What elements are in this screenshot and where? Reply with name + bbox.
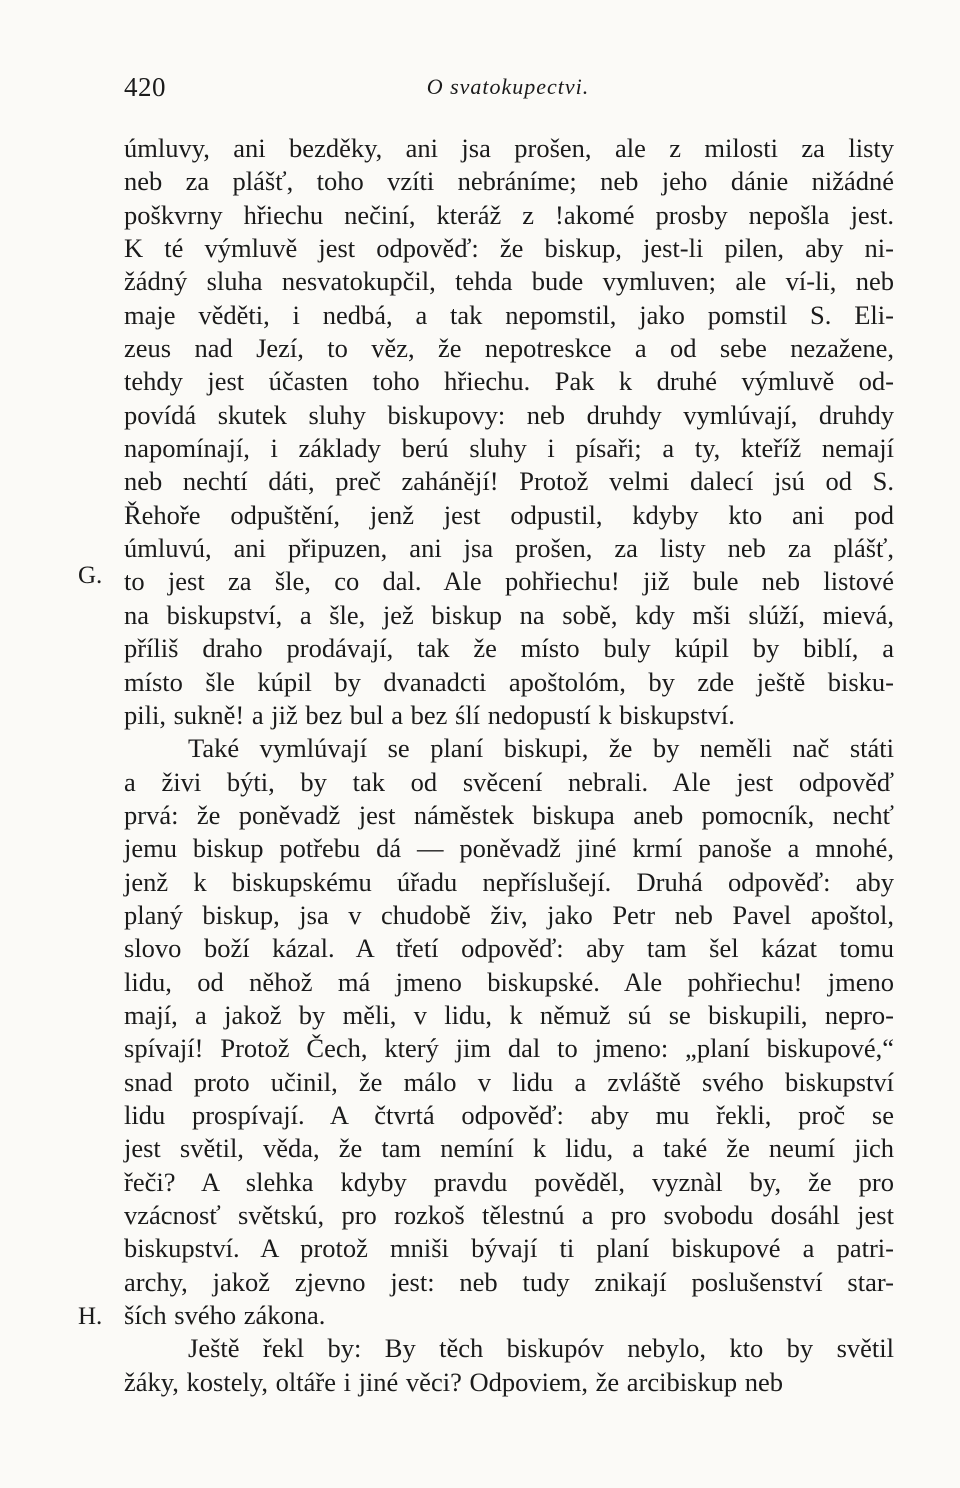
margin-note: G. (78, 562, 103, 589)
page-header (124, 72, 892, 108)
text-line: řeči? A slehka kdyby pravdu pověděl, vyznàl by, že pro (124, 1166, 894, 1197)
text-line: pili, sukně! a již bez bul a bez ślí nedopustí k biskupství. (124, 699, 735, 730)
body-text (124, 132, 894, 1399)
text-line: neb za plášť, toho vzíti nebráníme; neb jeho dánie nižádné (124, 166, 894, 197)
text-line: jenž k biskupskému úřadu nepříslušejí. Druhá odpověď: aby (124, 866, 894, 897)
text-line: neb nechtí dáti, preč zahánějí! Protož velmi dalecí jsú od S. (124, 466, 894, 497)
text-line: spívají! Protož Čech, který jim dal to jmeno: „planí biskupové,“ (124, 1033, 894, 1064)
text-line: žádný sluha nesvatokupčil, tehda bude vymluven; ale ví-li, neb (124, 266, 894, 297)
text-line: vzácnosť světskú, pro rozkoš tělestnú a pro svobodu dosáhl jest (124, 1200, 894, 1230)
text-line: napomínají, i základy berú sluhy i písaři; a ty, kteříž nemají (124, 433, 894, 464)
text-line: povídá skutek sluhy biskupovy: neb druhdy vymlúvají, druhdy (124, 399, 894, 430)
text-line: Ještě řekl by: By těch biskupóv nebylo, kto by světil (188, 1333, 894, 1364)
text-line: prvá: že poněvadž jest náměstek biskupa aneb pomocník, nechť (124, 799, 894, 830)
text-line: K té výmluvě jest odpověď: že biskup, jest-li pilen, aby ni- (124, 233, 894, 264)
text-line: snad proto učinil, že málo v lidu a zvláště svého biskupství (124, 1066, 894, 1097)
margin-note: H. (78, 1303, 103, 1330)
text-line: tehdy jest účasten toho hřiechu. Pak k druhé výmluvě od- (124, 366, 894, 397)
text-line: biskupství. A protož mniši bývají ti planí biskupové a patri- (124, 1233, 894, 1264)
text-line: na biskupství, a šle, jež biskup na sobě, kdy mši slúží, mievá, (124, 599, 894, 630)
text-line: příliš draho prodávají, tak že místo buly kúpil by biblí, a (124, 633, 894, 664)
text-line: ších svého zákona. (124, 1300, 326, 1331)
text-line: a živi býti, by tak od svěcení nebrali. Ale jest odpověď (124, 766, 894, 797)
text-line: úmluvú, ani připuzen, ani jsa prošen, za listy neb za plášť, (124, 533, 894, 564)
text-line: lidu, od něhož má jmeno biskupské. Ale pohřiechu! jmeno (124, 966, 894, 997)
text-line: to jest za šle, co dal. Ale pohřiechu! již bule neb listové (124, 566, 894, 597)
text-line: maje věděti, i nedbá, a tak nepomstil, jako pomstil S. Eli- (124, 299, 894, 330)
text-line: poškvrny hřiechu nečiní, kteráž z !akomé prosby nepošla jest. (124, 199, 894, 230)
running-title: O svatokupectvi. (426, 74, 590, 99)
text-line: slovo boží kázal. A třetí odpověď: aby tam šel kázat tomu (124, 933, 894, 964)
text-line: jemu biskup potřebu dá — poněvadž jiné krmí panoše a mnohé, (124, 833, 894, 864)
text-line: žáky, kostely, oltáře i jiné věci? Odpoviem, že arcibiskup neb (124, 1366, 784, 1397)
text-line: lidu prospívají. A čtvrtá odpověď: aby mu řekli, proč se (124, 1099, 894, 1130)
text-line: úmluvy, ani bezděky, ani jsa prošen, ale z milosti za listy (124, 133, 894, 163)
text-line: planý biskup, jsa v chudobě živ, jako Petr neb Pavel apoštol, (124, 899, 894, 930)
page-number: 420 (124, 72, 166, 102)
text-line: mají, a jakož by měli, v lidu, k němuž sú se biskupili, nepro- (124, 999, 894, 1030)
text-line: zeus nad Jezí, to věz, že nepotreskce a od sebe nezažene, (124, 333, 894, 364)
text-line: Řehoře odpuštění, jenž jest odpustil, kdyby kto ani pod (124, 499, 894, 530)
text-line: archy, jakož zjevno jest: neb tudy znikají poslušenství star- (124, 1266, 894, 1297)
text-line: místo šle kúpil by dvanadcti apoštolóm, by zde ještě bisku- (124, 666, 894, 697)
text-line: jest světil, věda, že tam nemíní k lidu, a také že neumí jich (124, 1133, 894, 1164)
text-line: Také vymlúvají se planí biskupi, že by neměli nač státi (188, 733, 894, 764)
